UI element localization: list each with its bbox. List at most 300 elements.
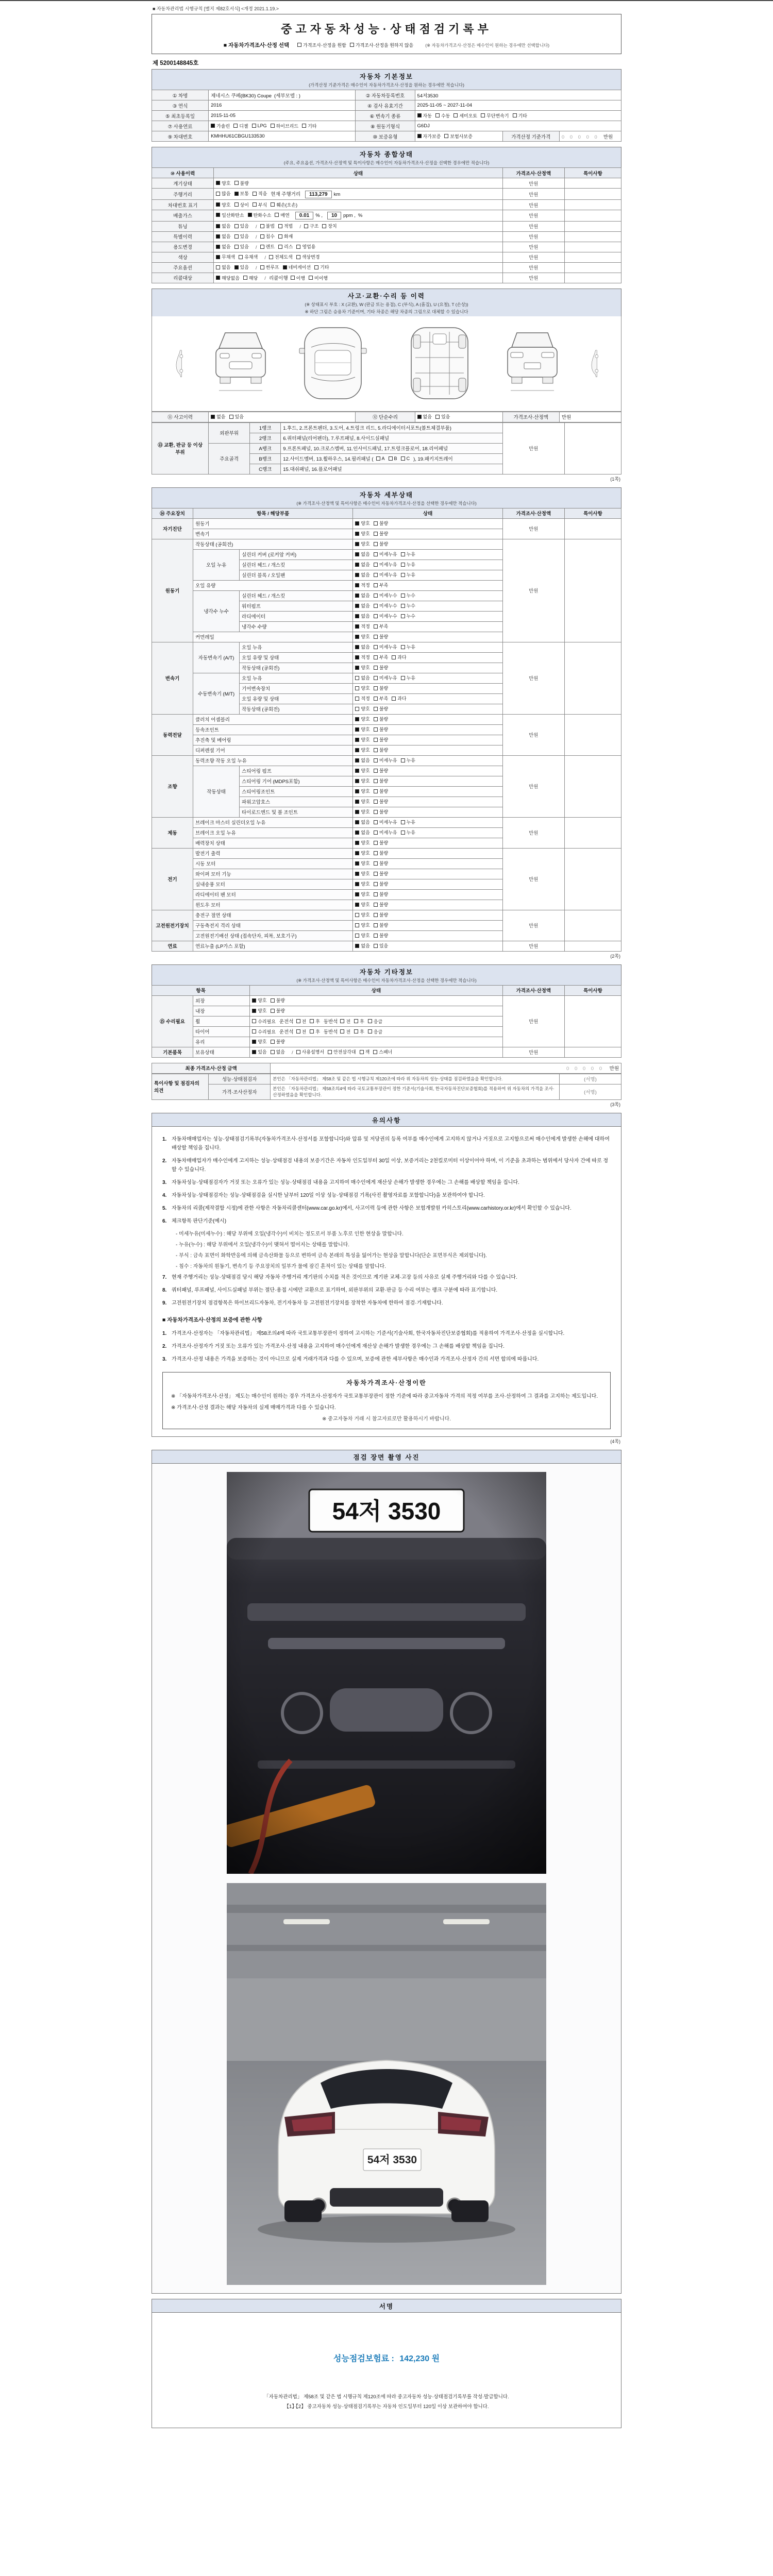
checkbox-icon — [355, 521, 359, 526]
checkbox-icon — [252, 1009, 256, 1013]
checkbox-checked[interactable]: 없음 — [355, 602, 369, 609]
checkbox-checked[interactable]: 양호 — [355, 726, 369, 733]
checkbox-icon — [360, 1050, 364, 1054]
page-marker-4: (4쪽) — [610, 1438, 620, 1444]
checkbox-checked[interactable]: 없음 — [355, 551, 369, 557]
checkbox-icon — [374, 831, 378, 835]
checkbox-unchecked[interactable]: 불량 — [374, 922, 388, 928]
checkbox-unchecked[interactable]: 없음 — [271, 1048, 285, 1055]
checkbox-icon — [374, 820, 378, 824]
checkbox-checked[interactable]: 양호 — [355, 891, 369, 897]
checkbox-unchecked[interactable]: 전 — [340, 1018, 350, 1025]
checkbox-checked[interactable]: 없음 — [355, 819, 369, 825]
checkbox-icon — [243, 276, 247, 280]
checkbox-icon — [401, 614, 405, 618]
checkbox-unchecked[interactable]: 해당 — [243, 275, 258, 281]
checkbox-icon — [401, 604, 405, 608]
checkbox-icon — [355, 542, 359, 546]
checkbox-unchecked[interactable]: 불량 — [374, 540, 388, 547]
signature-statement-1: 「자동차관리법」 제58조 및 같은 법 시행규칙 제120조에 따라 중고자동차 성능·상태점검기록부를 작성·발급합니다. — [264, 2394, 509, 2400]
checkbox-unchecked[interactable]: 유채색 — [239, 253, 258, 260]
checkbox-checked[interactable]: 양호 — [252, 997, 266, 1004]
checkbox-unchecked[interactable]: 매연 — [275, 212, 289, 218]
checkbox-unchecked[interactable]: 많음 — [216, 190, 230, 197]
checkbox-unchecked[interactable]: 디젤 — [233, 123, 248, 129]
checkbox-icon — [355, 934, 359, 938]
checkbox-checked[interactable]: 무채색 — [216, 253, 235, 260]
checkbox-unchecked[interactable]: 사용설명서 — [296, 1048, 324, 1055]
checkbox-icon — [278, 224, 282, 228]
checkbox-icon — [374, 861, 378, 866]
checkbox-icon — [355, 944, 359, 948]
checkbox-icon — [374, 686, 378, 690]
other-title: 자동차 기타정보 — [360, 968, 413, 976]
checkbox-unchecked[interactable]: 수동 — [435, 112, 450, 119]
car-side-silhouette-icon — [166, 349, 191, 378]
checkbox-unchecked[interactable]: 불량 — [374, 839, 388, 846]
checkbox-icon — [374, 810, 378, 814]
checkbox-checked[interactable]: 양호 — [355, 798, 369, 805]
checkbox-unchecked[interactable]: 불량 — [271, 1038, 285, 1045]
checkbox-icon — [374, 707, 378, 711]
checkbox-unchecked[interactable]: 불량 — [374, 716, 388, 722]
checkbox-unchecked[interactable]: 적법 — [278, 223, 293, 229]
checkbox-icon — [435, 415, 440, 419]
checkbox-icon — [417, 134, 422, 138]
checkbox-icon — [253, 192, 257, 196]
checkbox-unchecked[interactable]: 불량 — [374, 530, 388, 537]
checkbox-unchecked[interactable]: 없음 — [355, 674, 369, 681]
checkbox-checked[interactable]: 양호 — [355, 736, 369, 743]
checkbox-checked[interactable]: 없음 — [355, 613, 369, 619]
checkbox-checked[interactable]: 양호 — [216, 180, 230, 187]
checkbox-icon — [374, 614, 378, 618]
checkbox-unchecked[interactable]: 누수 — [401, 592, 415, 599]
checkbox-unchecked[interactable]: 기타 — [513, 112, 527, 119]
checkbox-unchecked[interactable]: 세미오토 — [453, 112, 477, 119]
page-marker-3: (3쪽) — [610, 1101, 620, 1107]
checkbox-checked[interactable]: 탄화수소 — [248, 212, 272, 218]
checkbox-icon — [355, 604, 359, 608]
checkbox-icon — [296, 255, 300, 259]
checkbox-unchecked[interactable]: 미세누유 — [374, 829, 397, 836]
checkbox-unchecked[interactable]: 후 — [354, 1018, 364, 1025]
checkbox-icon — [401, 820, 405, 824]
checkbox-icon — [401, 758, 405, 762]
final-price-table — [152, 1063, 621, 1074]
checkbox-unchecked[interactable]: 불량 — [374, 664, 388, 671]
checkbox-unchecked[interactable]: 하이브리드 — [271, 123, 298, 129]
checkbox-icon — [374, 583, 378, 587]
checkbox-unchecked[interactable]: 불량 — [374, 685, 388, 691]
checkbox-checked[interactable]: 양호 — [355, 767, 369, 774]
checkbox-unchecked[interactable]: 불량 — [374, 633, 388, 640]
checkbox-unchecked[interactable]: 불량 — [374, 736, 388, 743]
checkbox-icon — [234, 234, 239, 239]
checkbox-checked[interactable]: 없음 — [216, 233, 230, 240]
checkbox-unchecked[interactable]: 불량 — [374, 788, 388, 794]
checkbox-icon — [374, 758, 378, 762]
checkbox-unchecked[interactable]: 부족 — [374, 623, 388, 630]
checkbox-unchecked[interactable]: 미세누수 — [374, 613, 397, 619]
document-header — [152, 14, 621, 54]
checkbox-icon — [355, 738, 359, 742]
checkbox-unchecked[interactable]: 미세누유 — [374, 757, 397, 764]
checkbox-icon — [355, 789, 359, 793]
checkbox-unchecked[interactable]: 적정 — [355, 695, 369, 702]
checkbox-unchecked[interactable]: 기타 — [314, 264, 329, 270]
checkbox-icon — [355, 872, 359, 876]
checkbox-unchecked[interactable]: 누유 — [401, 757, 415, 764]
checkbox-icon — [444, 134, 448, 138]
checkbox-unchecked[interactable]: 불량 — [374, 911, 388, 918]
price-info-box-title: 자동차가격조사·산정이란 — [346, 1379, 427, 1387]
checkbox-icon — [233, 124, 238, 128]
checkbox-unchecked[interactable]: B — [389, 456, 397, 461]
checkbox-checked[interactable]: 양호 — [252, 1038, 266, 1045]
checkbox-checked[interactable]: 양호 — [355, 777, 369, 784]
checkbox-unchecked[interactable]: 누유 — [401, 819, 415, 825]
section-signature — [152, 2299, 621, 2428]
checkbox-unchecked[interactable]: 전 — [296, 1028, 307, 1035]
checkbox-unchecked[interactable]: 있음 — [234, 243, 249, 250]
checkbox-icon — [355, 552, 359, 556]
checkbox-icon — [401, 573, 405, 577]
checkbox-icon — [355, 851, 359, 855]
accident-note: (※ 상태표시 부호 : X (교환), W (판금 또는 용접), C (부식), A (흠집), U (요철), T (손상)) — [305, 301, 468, 307]
checkbox-icon — [252, 1019, 256, 1023]
checkbox-unchecked[interactable]: 부족 — [374, 654, 388, 660]
final-price-value-cell — [271, 1063, 621, 1073]
checkbox-unchecked[interactable]: 불량 — [374, 860, 388, 867]
checkbox-unchecked[interactable]: 잭 — [360, 1048, 370, 1055]
checkbox-checked[interactable]: 없음 — [355, 571, 369, 578]
checkbox-checked[interactable]: 양호 — [252, 1007, 266, 1014]
rank-table: ⑬ 교환, 판금 등 이상 부위 외판부위 1랭크 1.후드, 2.프론트펜더, 3.도어, 4.트렁크 리드, 5.라디에이터서포트(볼트체결부품) 만원 2랭크 6.쿼터패널(리어펜더), 7.루프패널, 8.사이드실패널 주요골격 A랭크 9.프론트패널, 10.크로스멤버, 11.인사이드패널, 17.트렁크플로어, 18.리어패널 B랭크 12.사이드멤버, 13.휠하우스, 14.필러패널 ( A B C ), 19.패키지트레이 C랭크 15.대쉬패널, 16.플로어패널 — [152, 422, 621, 474]
document-page — [152, 1, 621, 2464]
basic-info-title: 자동차 기본정보 — [360, 73, 413, 80]
checkbox-unchecked[interactable]: 불량 — [374, 932, 388, 939]
checkbox-icon — [401, 456, 405, 461]
other-band — [152, 964, 621, 985]
insurance-premium-value: 142,230 원 — [399, 2354, 440, 2363]
checkbox-checked[interactable]: 양호 — [355, 633, 369, 640]
checkbox-unchecked[interactable]: 전체도색 — [269, 253, 293, 260]
checkbox-unchecked[interactable]: 누유 — [401, 643, 415, 650]
checkbox-icon — [260, 245, 264, 249]
checkbox-unchecked[interactable]: 과다 — [392, 695, 406, 702]
checkbox-checked[interactable]: 없음 — [355, 829, 369, 836]
checkbox-unchecked[interactable]: 미세누수 — [374, 592, 397, 599]
checkbox-checked[interactable]: 양호 — [355, 747, 369, 753]
notice-title: 유의사항 — [372, 1116, 401, 1124]
checkbox-unchecked[interactable]: 불량 — [374, 870, 388, 877]
checkbox-icon — [368, 1019, 372, 1023]
checkbox-unchecked[interactable]: 양호 — [355, 932, 369, 939]
checkbox-icon — [374, 717, 378, 721]
checkbox-checked[interactable]: 있음 — [234, 264, 249, 270]
checkbox-unchecked[interactable]: 수리필요 — [252, 1018, 276, 1025]
checkbox-checked[interactable]: 양호 — [355, 870, 369, 877]
checkbox-unchecked[interactable]: 누유 — [401, 551, 415, 557]
checkbox-checked[interactable]: 보통 — [234, 190, 249, 197]
signature-band — [152, 2299, 621, 2312]
checkbox-icon — [252, 124, 256, 128]
checkbox-icon — [216, 202, 220, 207]
checkbox-unchecked[interactable]: 미세누유 — [374, 674, 397, 681]
checkbox-icon — [340, 1029, 344, 1033]
checkbox-checked[interactable]: 양호 — [355, 808, 369, 815]
detail-band — [152, 487, 621, 508]
checkbox-icon — [374, 769, 378, 773]
checkbox-unchecked[interactable]: 불량 — [374, 747, 388, 753]
checkbox-unchecked[interactable]: 불량 — [374, 901, 388, 908]
checkbox-unchecked[interactable]: 전 — [296, 1018, 307, 1025]
checkbox-unchecked[interactable]: 양호 — [355, 685, 369, 691]
checkbox-unchecked[interactable]: 적음 — [253, 190, 267, 197]
checkbox-unchecked[interactable]: 불량 — [374, 726, 388, 733]
checkbox-unchecked[interactable]: 누수 — [401, 613, 415, 619]
checkbox-unchecked[interactable]: 렌트 — [260, 243, 275, 250]
checkbox-unchecked[interactable]: 수리필요 — [252, 1028, 276, 1035]
checkbox-icon — [374, 923, 378, 927]
checkbox-unchecked[interactable]: 썬루프 — [260, 264, 279, 270]
checkbox-unchecked[interactable]: 보험사보증 — [444, 133, 472, 140]
checkbox-icon — [374, 552, 378, 556]
checkbox-icon — [355, 645, 359, 649]
checkbox-icon — [355, 666, 359, 670]
price-info-box: 자동차가격조사·산정이란 ※ 「자동차가격조사·산정」 제도는 매수인이 원하는 경우 가격조사·산정자가 국토교통부장관이 정한 기준에 따라 중고자동차 가격의 적정 여부를 조사·산정하여 그 결과를 고지하는 제도입니다. ※ 가격조사·산정 결과는 해당 자동차의 실제 매매가격과 다를 수 있습니다. ※ 중고자동차 거래 시 참고자료로만 활용하시기 바랍니다. — [162, 1372, 611, 1429]
checkbox-checked[interactable]: 가솔린 — [211, 123, 230, 129]
checkbox-unchecked[interactable]: 미이행 — [309, 275, 328, 281]
checkbox-checked[interactable]: 없음 — [355, 561, 369, 568]
checkbox-unchecked[interactable]: 있음 — [234, 223, 249, 229]
checkbox-unchecked[interactable]: 미세누유 — [374, 643, 397, 650]
checkbox-checked[interactable]: 있음 — [252, 1048, 266, 1055]
checkbox-unchecked[interactable]: 있음 — [374, 942, 388, 949]
checkbox-unchecked[interactable]: 색상변경 — [296, 253, 320, 260]
checkbox-unchecked[interactable]: 미세누수 — [374, 602, 397, 609]
checkbox-unchecked[interactable]: 이행 — [291, 275, 305, 281]
checkbox-icon — [355, 820, 359, 824]
checkbox-unchecked[interactable]: 양호 — [355, 911, 369, 918]
checkbox-icon — [269, 255, 273, 259]
checkbox-checked[interactable]: 없음 — [216, 243, 230, 250]
checkbox-unchecked[interactable]: 불량 — [374, 891, 388, 897]
checkbox-unchecked[interactable]: 불량 — [271, 997, 285, 1004]
checkbox-unchecked[interactable]: 있음 — [234, 233, 249, 240]
checkbox-unchecked[interactable]: 영업용 — [296, 243, 315, 250]
checkbox-icon — [340, 1019, 344, 1023]
checkbox-icon — [260, 265, 264, 269]
checkbox-icon — [234, 181, 239, 185]
checkbox-icon — [271, 998, 275, 1003]
checkbox-unchecked[interactable]: 장치 — [322, 223, 337, 229]
checkbox-checked[interactable]: 양호 — [355, 716, 369, 722]
checkbox-checked[interactable]: 일산화탄소 — [216, 212, 244, 218]
checkbox-icon — [355, 861, 359, 866]
detail-title: 자동차 세부상태 — [360, 491, 413, 499]
other-table: 항목 상태 가격조사·산정액 특이사항 ⑮ 수리필요 외장 양호 불량 만원 내장 양호 불량 휠 수리필요 운전석 전 후 동반석 전 후 응급 타이어 수리필요 운전석 전 후 동반석 전 후 응급 유리 양호 불량 기본품목 보유상태 있음 없음 / 사용설명서 안전삼각대 잭 스패너 만원 — [152, 985, 621, 1058]
checkbox-unchecked[interactable]: 불량 — [234, 180, 249, 187]
checkbox-icon — [513, 113, 517, 117]
checkbox-checked[interactable]: 양호 — [355, 520, 369, 527]
checkbox-checked[interactable]: 없음 — [211, 413, 225, 420]
checkbox-icon — [374, 563, 378, 567]
checkbox-checked[interactable]: 적정 — [355, 623, 369, 630]
checkbox-checked[interactable]: 양호 — [355, 788, 369, 794]
checkbox-unchecked[interactable]: 화재 — [278, 233, 293, 240]
checkbox-icon — [355, 748, 359, 752]
checkbox-checked[interactable]: 양호 — [355, 530, 369, 537]
checkbox-icon — [310, 1029, 314, 1033]
checkbox-unchecked[interactable]: 응급 — [368, 1018, 382, 1025]
car-top-body-diagram — [288, 324, 378, 403]
checkbox-unchecked[interactable]: 누유 — [401, 561, 415, 568]
checkbox-unchecked[interactable]: 구조 — [304, 223, 318, 229]
document-title: 중고자동차성능·상태점검기록부 — [281, 23, 492, 36]
checkbox-icon — [234, 224, 239, 228]
checkbox-unchecked[interactable]: 불량 — [374, 798, 388, 805]
checkbox-checked[interactable]: 없음 — [355, 757, 369, 764]
checkbox-unchecked[interactable]: 있음 — [435, 413, 450, 420]
checkbox-checked[interactable]: 없음 — [355, 942, 369, 949]
checkbox-icon — [374, 655, 378, 659]
checkbox-unchecked[interactable]: 양호 — [355, 705, 369, 712]
checkbox-unchecked[interactable]: 부족 — [374, 695, 388, 702]
checkbox-unchecked[interactable]: 리스 — [278, 243, 293, 250]
checkbox-checked[interactable]: 없음 — [355, 643, 369, 650]
checkbox-unchecked[interactable]: C — [401, 456, 410, 461]
checkbox-unchecked[interactable]: 부족 — [374, 582, 388, 588]
checkbox-checked[interactable]: 없음 — [216, 223, 230, 229]
checkbox-icon — [355, 707, 359, 711]
notice-band — [152, 1113, 621, 1126]
checkbox-checked[interactable]: 자가보증 — [417, 133, 441, 140]
checkbox-checked[interactable]: 자동 — [417, 112, 432, 119]
checkbox-unchecked[interactable]: LPG — [252, 123, 267, 128]
section-photos — [152, 1450, 621, 2294]
checkbox-unchecked[interactable]: 누유 — [401, 674, 415, 681]
checkbox-unchecked[interactable]: 양호 — [355, 922, 369, 928]
checkbox-unchecked[interactable]: 부식 — [253, 201, 267, 208]
checkbox-icon — [216, 234, 220, 239]
car-underbody-diagram — [395, 324, 485, 403]
checkbox-icon — [355, 769, 359, 773]
checkbox-unchecked[interactable]: 불량 — [374, 850, 388, 856]
checkbox-checked[interactable]: 적정 — [355, 654, 369, 660]
checkbox-unchecked[interactable]: 불법 — [260, 223, 275, 229]
car-left-side-diagram — [164, 323, 193, 405]
checkbox-unchecked[interactable]: 미세누유 — [374, 571, 397, 578]
checkbox-checked[interactable]: 해당없음 — [216, 275, 240, 281]
checkbox-unchecked[interactable]: 불량 — [374, 777, 388, 784]
checkbox-checked[interactable]: 네비게이션 — [283, 264, 311, 270]
checkbox-icon — [355, 758, 359, 762]
checkbox-icon — [374, 789, 378, 793]
photo-box — [152, 1463, 621, 2294]
checkbox-unchecked[interactable]: 가격조사·산정을 원함 — [297, 42, 346, 48]
checkbox-unchecked[interactable]: 상이 — [234, 201, 249, 208]
checkbox-icon — [234, 265, 239, 269]
checkbox-unchecked[interactable]: 후 — [310, 1028, 320, 1035]
checkbox-icon — [376, 456, 380, 461]
checkbox-icon — [374, 676, 378, 680]
checkbox-unchecked[interactable]: 없음 — [216, 264, 230, 270]
checkbox-unchecked[interactable]: 기타 — [302, 123, 316, 129]
checkbox-unchecked[interactable]: 미세누유 — [374, 551, 397, 557]
checkbox-unchecked[interactable]: 훼손(오손) — [271, 201, 297, 208]
checkbox-unchecked[interactable]: 불량 — [374, 767, 388, 774]
checkbox-icon — [354, 1029, 358, 1033]
checkbox-checked[interactable]: 양호 — [355, 664, 369, 671]
checkbox-unchecked[interactable]: 누유 — [401, 571, 415, 578]
checkbox-unchecked[interactable]: 스패너 — [373, 1048, 392, 1055]
insurance-premium-label: 성능점검보험료 : — [333, 2354, 394, 2363]
checkbox-icon — [271, 1040, 275, 1044]
checkbox-unchecked[interactable]: A — [376, 456, 385, 461]
checkbox-checked[interactable]: 양호 — [355, 880, 369, 887]
checkbox-unchecked[interactable]: 불량 — [271, 1007, 285, 1014]
checkbox-unchecked[interactable]: 누수 — [401, 602, 415, 609]
checkbox-icon — [374, 573, 378, 577]
checkbox-unchecked[interactable]: 전 — [340, 1028, 350, 1035]
checkbox-icon — [355, 882, 359, 886]
checkbox-unchecked[interactable]: 후 — [354, 1028, 364, 1035]
price-select-note: (※ 자동차가격조사·산정은 매수인이 원하는 경우에만 선택합니다) — [425, 42, 550, 48]
checkbox-icon — [229, 415, 233, 419]
checkbox-checked[interactable]: 양호 — [355, 850, 369, 856]
checkbox-unchecked[interactable]: 누유 — [401, 829, 415, 836]
checkbox-checked[interactable]: 없음 — [355, 592, 369, 599]
checkbox-checked[interactable]: 양호 — [216, 201, 230, 208]
checkbox-checked[interactable]: 양호 — [355, 839, 369, 846]
checkbox-icon — [374, 882, 378, 886]
checkbox-unchecked[interactable]: 불량 — [374, 880, 388, 887]
checkbox-checked[interactable]: 양호 — [355, 860, 369, 867]
checkbox-unchecked[interactable]: 미세누유 — [374, 561, 397, 568]
checkbox-checked[interactable]: 양호 — [355, 901, 369, 908]
checkbox-checked[interactable]: 양호 — [355, 540, 369, 547]
checkbox-unchecked[interactable]: 과다 — [392, 654, 406, 660]
checkbox-checked[interactable]: 적정 — [355, 582, 369, 588]
checkbox-icon — [211, 415, 215, 419]
checkbox-icon — [216, 265, 220, 269]
checkbox-unchecked[interactable]: 응급 — [368, 1028, 382, 1035]
checkbox-icon — [355, 583, 359, 587]
document-number: 제 5200148845호 — [153, 60, 199, 66]
checkbox-icon — [248, 213, 252, 217]
checkbox-unchecked[interactable]: 불량 — [374, 520, 388, 527]
checkbox-unchecked[interactable]: 안전삼각대 — [328, 1048, 356, 1055]
section-accident-history — [152, 289, 621, 482]
checkbox-icon — [374, 624, 378, 629]
section-basic-info — [152, 69, 621, 142]
checkbox-unchecked[interactable]: 가격조사·산정을 원하지 않음 — [350, 42, 413, 48]
comprehensive-table: ⑩ 사용이력 상태 가격조사·산정액 특이사항 계기상태 양호 불량 만원 주행거리 많음 보통 적음 현재 주행거리 113,279 km 만원 차대번호 표기 양호 상이 부식 훼손(오손) 만원 배출가스 일산화탄소 탄화수소 매연 0.01 % , 10 ppm , % 만원 튜닝 없음 있음 / 불법 적법 / 구조 장치 만원 특별이력 없음 있음 / 침수 화재 만원 용도변경 없음 있음 / 렌트 리스 영업용 만원 색상 무채색 유채색 / 전체도색 색상변경 만원 주요옵션 없음 있음 / 썬루프 네비게이션 기타 만원 리콜대상 해당없음 해당 / 리콜이행 이행 미이행 만원 — [152, 167, 621, 283]
checkbox-unchecked[interactable]: 무단변속기 — [481, 112, 509, 119]
accident-band — [152, 289, 621, 316]
checkbox-unchecked[interactable]: 불량 — [374, 705, 388, 712]
value-box: 113,279 — [305, 191, 332, 198]
checkbox-unchecked[interactable]: 불량 — [374, 808, 388, 815]
signature-title: 서명 — [379, 2302, 394, 2310]
checkbox-checked[interactable]: 없음 — [417, 413, 432, 420]
checkbox-unchecked[interactable]: 미세누유 — [374, 819, 397, 825]
checkbox-unchecked[interactable]: 있음 — [229, 413, 244, 420]
checkbox-unchecked[interactable]: 침수 — [260, 233, 275, 240]
checkbox-unchecked[interactable]: 후 — [310, 1018, 320, 1025]
